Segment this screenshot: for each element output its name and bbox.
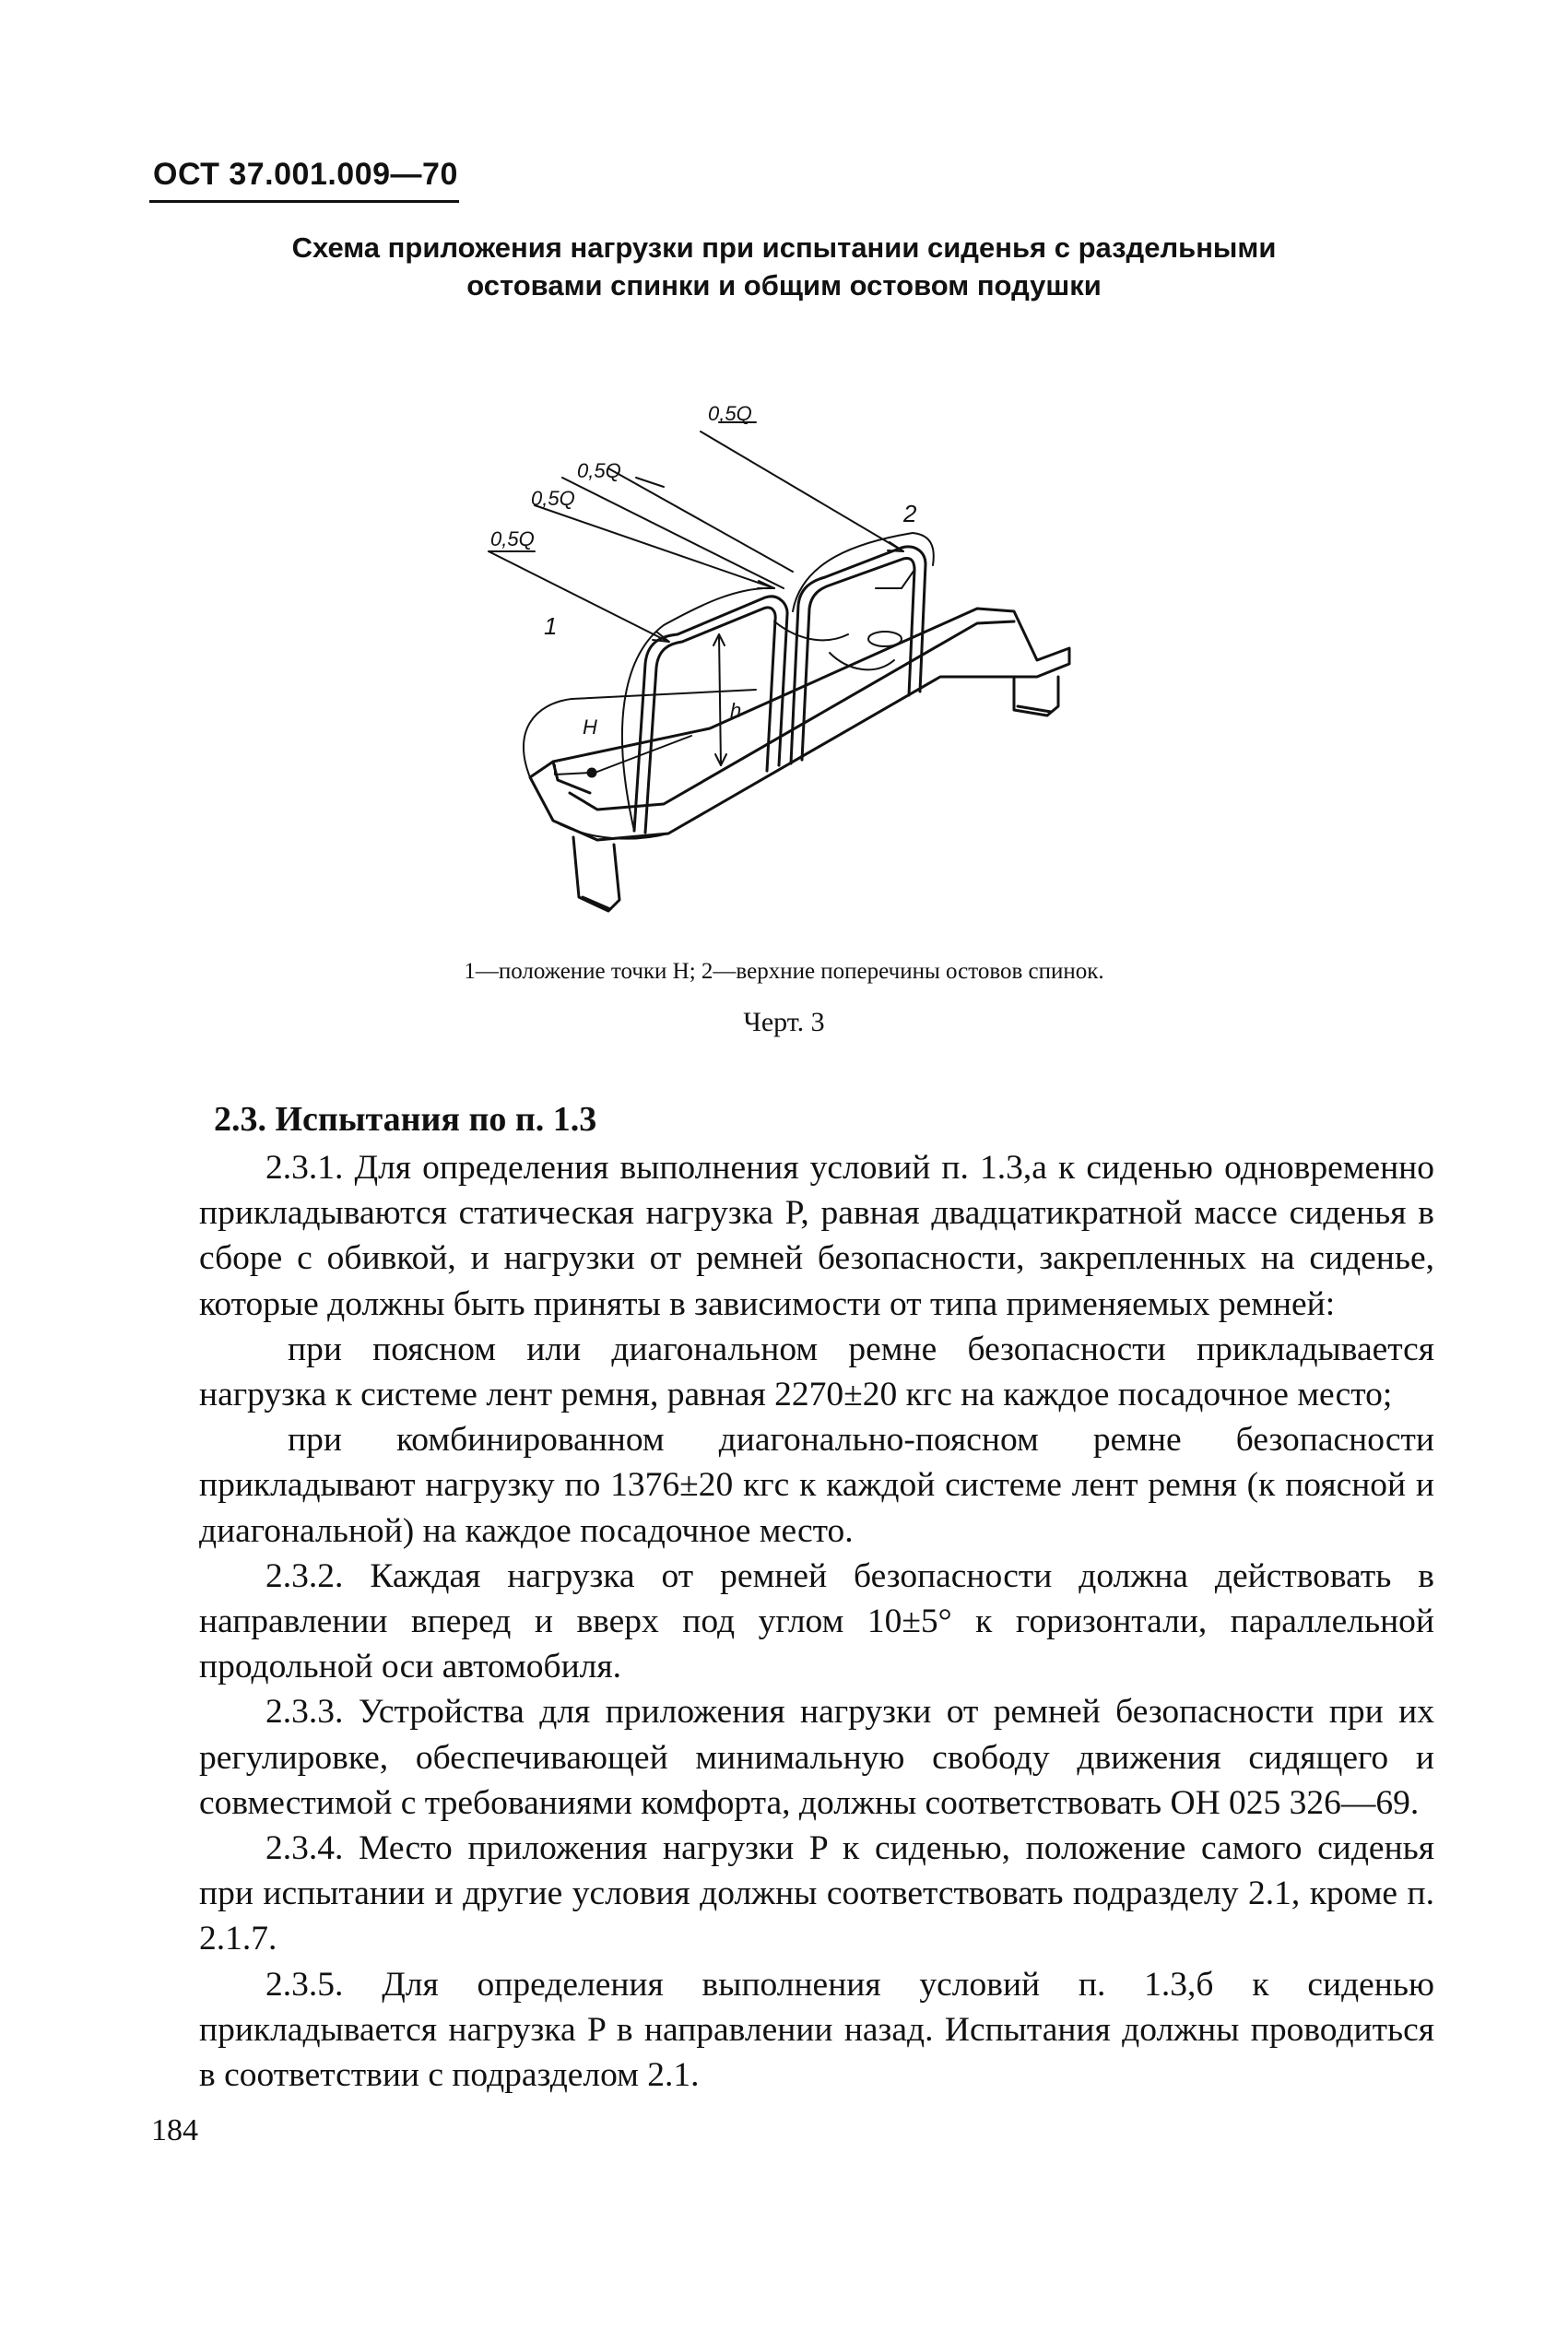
callout-2-leader — [876, 570, 914, 588]
force-label-2: 0,5Q — [531, 487, 575, 510]
figure-number: Черт. 3 — [743, 1007, 825, 1037]
callout-2-label: 2 — [903, 500, 917, 527]
section-heading: 2.3. Испытания по п. 1.3 — [214, 1100, 597, 1139]
height-label: h — [730, 699, 742, 722]
figure-caption: 1—положение точки H; 2—верхние поперечины остовов спинок. — [464, 959, 1104, 984]
force-label-1: 0,5Q — [490, 527, 535, 550]
right-backrest-frame — [791, 547, 925, 763]
force-label-4: 0,5Q — [708, 402, 752, 425]
figure-title: Схема приложения нагрузки при испытании сиденья с раздельными остовами спинки и общим остовом подушки — [291, 231, 1277, 302]
document-code: ОСТ 37.001.009—70 — [153, 157, 458, 192]
foot-left — [573, 837, 619, 911]
point-h-label: H — [583, 716, 597, 739]
paragraph-belt-combined: при комбинированном диагонально-поясном ремне безопасности прикладывают нагрузку по 1376±20 кгс к каждой системе лент ремня (к поясной и диагональной) на каждое посадочное место. — [199, 1421, 1434, 1550]
seat-load-diagram — [490, 367, 1088, 939]
callout-1-leader — [555, 765, 590, 775]
force-label-3: 0,5Q — [577, 459, 621, 482]
paragraph-2-3-4: 2.3.4. Место приложения нагрузки P к сиденью, положение самого сиденья при испытании и другие условия должны соответствовать подразделу 2.1, кроме п. 2.1.7. — [199, 1829, 1434, 1958]
height-dimension-line — [719, 634, 721, 765]
header-underline — [149, 200, 459, 203]
page-number: 184 — [151, 2113, 198, 2147]
paragraph-belt-lap-diagonal: при поясном или диагональном ремне безопасности прикладывается нагрузка к системе лент ремня, равная 2270±20 кгс на каждое посадочное место; — [199, 1330, 1434, 1414]
paragraph-2-3-1: 2.3.1. Для определения выполнения условий п. 1.3,а к сиденью одновременно прикладываются статическая нагрузка P, равная двадцатикратной массе сиденья в сборе с обивкой, и нагрузки от ремней безопасности, закрепленных на сиденье, которые должны быть приняты в зависимости от типа применяемых ремней: — [199, 1149, 1434, 1323]
paragraph-2-3-3: 2.3.3. Устройства для приложения нагрузки от ремней безопасности при их регулировке, обеспечивающей минимальную свободу движения сидящего и совместимой с требованиями комфорта, должны соответствовать ОН 025 326—69. — [199, 1693, 1434, 1822]
section-body — [199, 1145, 1434, 2098]
paragraph-2-3-2: 2.3.2. Каждая нагрузка от ремней безопасности должна действовать в направлении вперед и вверх под углом 10±5° к горизонтали, параллельной продольной оси автомобиля. — [199, 1556, 1434, 1686]
callout-1-label: 1 — [544, 612, 558, 640]
paragraph-2-3-5: 2.3.5. Для определения выполнения условий п. 1.3,б к сиденью прикладывается нагрузка P в направлении назад. Испытания должны проводиться в соответствии с подразделом 2.1. — [199, 1965, 1434, 2095]
